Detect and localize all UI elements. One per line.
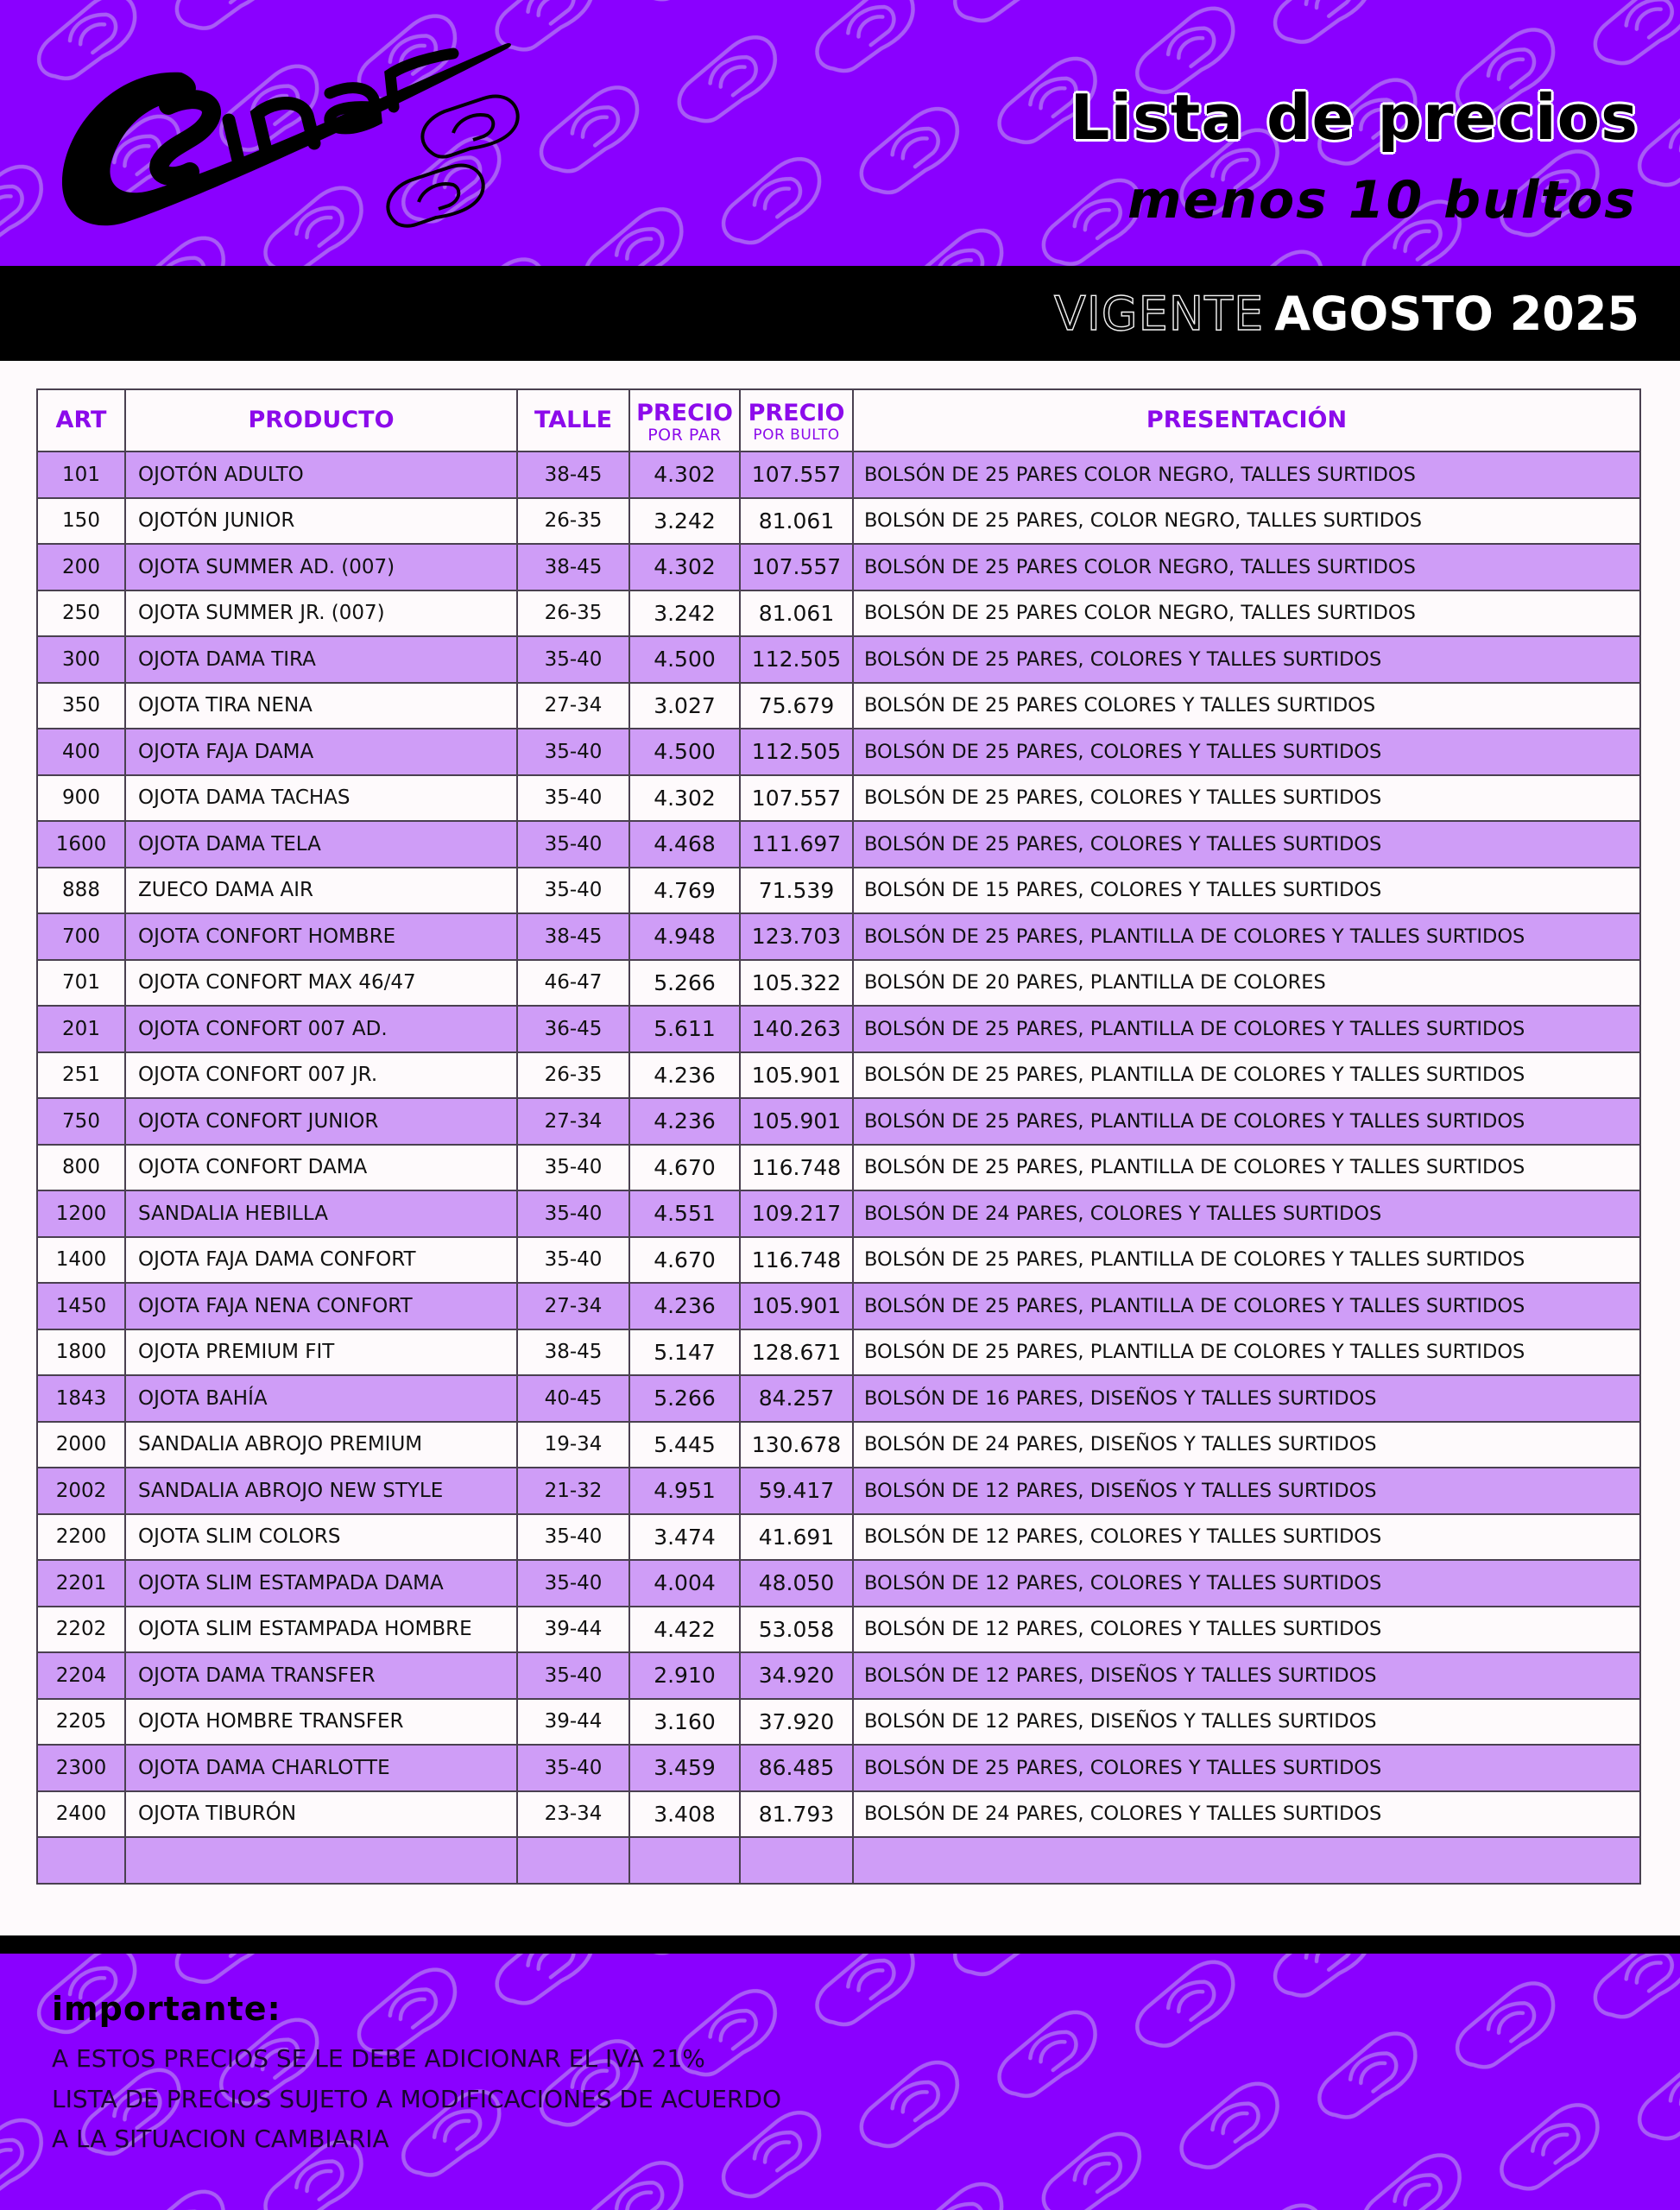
table-row: [37, 451, 1640, 498]
cell-precio-bulto: 37.920: [740, 1699, 853, 1746]
cell-art: 200: [37, 544, 125, 590]
table-row: [37, 1283, 1640, 1329]
cell-producto: OJOTA SUMMER AD. (007): [125, 544, 517, 590]
cell-presentacion: BOLSÓN DE 25 PARES, COLOR NEGRO, TALLES SURTIDOS: [853, 498, 1640, 545]
table-row: [37, 1607, 1640, 1653]
cell-presentacion: BOLSÓN DE 25 PARES, PLANTILLA DE COLORES Y TALLES SURTIDOS: [853, 1098, 1640, 1145]
cell-talle: 35-40: [517, 1560, 629, 1607]
table-row-empty: [37, 1837, 1640, 1884]
cell-precio-par: 4.302: [629, 544, 740, 590]
column-header-precio-par-sub: POR PAR: [647, 426, 722, 445]
cell-precio-par: 4.236: [629, 1052, 740, 1099]
cell-precio-par: 5.147: [629, 1329, 740, 1376]
table-row: [37, 729, 1640, 775]
cell-talle: 35-40: [517, 1190, 629, 1237]
cell-precio-bulto: 107.557: [740, 451, 853, 498]
cell-precio-bulto: 81.061: [740, 498, 853, 545]
cell-precio-par: 5.445: [629, 1422, 740, 1468]
cell-talle: 35-40: [517, 868, 629, 914]
cell-talle: 35-40: [517, 1514, 629, 1561]
cell-talle: 35-40: [517, 1652, 629, 1699]
cell-art: 201: [37, 1006, 125, 1052]
cell-presentacion: BOLSÓN DE 25 PARES, PLANTILLA DE COLORES Y TALLES SURTIDOS: [853, 1006, 1640, 1052]
cell-presentacion: BOLSÓN DE 25 PARES, COLORES Y TALLES SURTIDOS: [853, 1745, 1640, 1791]
column-header-precio-par-label: PRECIO: [636, 400, 733, 426]
table-row: [37, 683, 1640, 729]
column-header-precio-bulto: [740, 389, 853, 451]
cell-talle: 26-35: [517, 590, 629, 637]
cell-talle: 35-40: [517, 1145, 629, 1191]
cell-precio-par: 3.459: [629, 1745, 740, 1791]
cell-producto: OJOTA DAMA TIRA: [125, 636, 517, 683]
cell-precio-bulto: 109.217: [740, 1190, 853, 1237]
cell-talle: 36-45: [517, 1006, 629, 1052]
cell-talle: 35-40: [517, 636, 629, 683]
cell-producto: OJOTA FAJA NENA CONFORT: [125, 1283, 517, 1329]
cell-precio-bulto: 34.920: [740, 1652, 853, 1699]
table-row: [37, 1514, 1640, 1561]
cell-precio-bulto: 81.793: [740, 1791, 853, 1838]
cell-talle: 38-45: [517, 451, 629, 498]
table-row: [37, 1652, 1640, 1699]
cell-talle: 19-34: [517, 1422, 629, 1468]
cell-producto: [125, 1837, 517, 1884]
cell-precio-par: 4.769: [629, 868, 740, 914]
column-header-precio-bulto-sub: POR BULTO: [753, 426, 840, 444]
cell-art: 750: [37, 1098, 125, 1145]
cell-precio-par: 3.242: [629, 590, 740, 637]
table-row: [37, 1052, 1640, 1099]
cell-precio-par: 4.004: [629, 1560, 740, 1607]
table-row: [37, 913, 1640, 960]
cell-presentacion: BOLSÓN DE 24 PARES, COLORES Y TALLES SURTIDOS: [853, 1791, 1640, 1838]
table-row: [37, 960, 1640, 1007]
cell-talle: [517, 1837, 629, 1884]
cell-precio-par: 4.302: [629, 775, 740, 822]
cell-precio-bulto: 105.322: [740, 960, 853, 1007]
cell-talle: 35-40: [517, 775, 629, 822]
cell-producto: OJOTÓN ADULTO: [125, 451, 517, 498]
cell-producto: OJOTA DAMA CHARLOTTE: [125, 1745, 517, 1791]
cell-art: 101: [37, 451, 125, 498]
cell-producto: OJOTA SUMMER JR. (007): [125, 590, 517, 637]
cell-presentacion: BOLSÓN DE 12 PARES, COLORES Y TALLES SURTIDOS: [853, 1560, 1640, 1607]
footer-divider-band: [0, 1935, 1680, 1954]
cell-presentacion: BOLSÓN DE 12 PARES, DISEÑOS Y TALLES SURTIDOS: [853, 1699, 1640, 1746]
page-subtitle: menos 10 bultos: [1127, 170, 1637, 230]
cell-art: 700: [37, 913, 125, 960]
cell-presentacion: BOLSÓN DE 25 PARES, PLANTILLA DE COLORES Y TALLES SURTIDOS: [853, 1237, 1640, 1284]
cinar-logo: [52, 38, 535, 232]
cell-producto: OJOTA CONFORT HOMBRE: [125, 913, 517, 960]
cell-talle: 39-44: [517, 1699, 629, 1746]
cell-precio-bulto: [740, 1837, 853, 1884]
table-row: [37, 1699, 1640, 1746]
cell-art: 2204: [37, 1652, 125, 1699]
cell-presentacion: BOLSÓN DE 25 PARES, PLANTILLA DE COLORES Y TALLES SURTIDOS: [853, 1145, 1640, 1191]
cell-precio-bulto: 116.748: [740, 1145, 853, 1191]
table-row: [37, 590, 1640, 637]
cell-presentacion: BOLSÓN DE 25 PARES, PLANTILLA DE COLORES Y TALLES SURTIDOS: [853, 1283, 1640, 1329]
cell-precio-bulto: 112.505: [740, 729, 853, 775]
validity-text: [1054, 285, 1639, 343]
table-row: [37, 498, 1640, 545]
cell-precio-bulto: 75.679: [740, 683, 853, 729]
cell-precio-par: 4.670: [629, 1237, 740, 1284]
cell-presentacion: BOLSÓN DE 25 PARES COLOR NEGRO, TALLES SURTIDOS: [853, 544, 1640, 590]
column-header-precio-bulto-label: PRECIO: [748, 400, 845, 426]
cell-producto: OJOTA TIRA NENA: [125, 683, 517, 729]
cell-art: 2300: [37, 1745, 125, 1791]
cell-talle: 21-32: [517, 1468, 629, 1514]
cell-precio-par: 3.160: [629, 1699, 740, 1746]
cell-precio-par: 2.910: [629, 1652, 740, 1699]
table-row: [37, 821, 1640, 868]
column-header-art: ART: [37, 389, 125, 451]
cell-talle: 38-45: [517, 1329, 629, 1376]
header-banner: [0, 0, 1680, 266]
cell-precio-par: 5.266: [629, 1375, 740, 1422]
table-row: [37, 1468, 1640, 1514]
cell-presentacion: BOLSÓN DE 24 PARES, COLORES Y TALLES SURTIDOS: [853, 1190, 1640, 1237]
cell-precio-bulto: 112.505: [740, 636, 853, 683]
cell-talle: 23-34: [517, 1791, 629, 1838]
cell-art: 2202: [37, 1607, 125, 1653]
cell-presentacion: BOLSÓN DE 25 PARES COLOR NEGRO, TALLES SURTIDOS: [853, 590, 1640, 637]
cell-talle: 40-45: [517, 1375, 629, 1422]
cell-producto: OJOTA CONFORT MAX 46/47: [125, 960, 517, 1007]
cell-producto: OJOTA PREMIUM FIT: [125, 1329, 517, 1376]
cell-art: 2205: [37, 1699, 125, 1746]
cell-precio-bulto: 123.703: [740, 913, 853, 960]
cell-precio-bulto: 59.417: [740, 1468, 853, 1514]
cell-presentacion: BOLSÓN DE 12 PARES, DISEÑOS Y TALLES SURTIDOS: [853, 1652, 1640, 1699]
cell-precio-bulto: 130.678: [740, 1422, 853, 1468]
table-row: [37, 1745, 1640, 1791]
table-row: [37, 868, 1640, 914]
cell-precio-par: 3.027: [629, 683, 740, 729]
cell-art: 2400: [37, 1791, 125, 1838]
cell-producto: OJOTA FAJA DAMA: [125, 729, 517, 775]
cell-precio-bulto: 111.697: [740, 821, 853, 868]
cell-producto: OJOTA DAMA TRANSFER: [125, 1652, 517, 1699]
cell-art: 1200: [37, 1190, 125, 1237]
table-row: [37, 1422, 1640, 1468]
cell-art: 1400: [37, 1237, 125, 1284]
table-row: [37, 1791, 1640, 1838]
cell-talle: 46-47: [517, 960, 629, 1007]
cell-talle: 27-34: [517, 683, 629, 729]
cell-producto: OJOTA SLIM ESTAMPADA DAMA: [125, 1560, 517, 1607]
cell-precio-bulto: 116.748: [740, 1237, 853, 1284]
cell-presentacion: BOLSÓN DE 25 PARES COLORES Y TALLES SURTIDOS: [853, 683, 1640, 729]
cell-presentacion: BOLSÓN DE 25 PARES, PLANTILLA DE COLORES Y TALLES SURTIDOS: [853, 913, 1640, 960]
cell-presentacion: BOLSÓN DE 12 PARES, COLORES Y TALLES SURTIDOS: [853, 1607, 1640, 1653]
cell-presentacion: BOLSÓN DE 25 PARES, PLANTILLA DE COLORES Y TALLES SURTIDOS: [853, 1052, 1640, 1099]
table-row: [37, 775, 1640, 822]
cell-presentacion: BOLSÓN DE 20 PARES, PLANTILLA DE COLORES: [853, 960, 1640, 1007]
cell-precio-bulto: 71.539: [740, 868, 853, 914]
cell-producto: OJOTA TIBURÓN: [125, 1791, 517, 1838]
table-row: [37, 1237, 1640, 1284]
cell-presentacion: BOLSÓN DE 12 PARES, DISEÑOS Y TALLES SURTIDOS: [853, 1468, 1640, 1514]
cell-precio-par: 4.302: [629, 451, 740, 498]
cell-precio-par: 4.236: [629, 1283, 740, 1329]
cell-precio-par: [629, 1837, 740, 1884]
cell-presentacion: BOLSÓN DE 25 PARES, COLORES Y TALLES SURTIDOS: [853, 775, 1640, 822]
cell-precio-par: 3.408: [629, 1791, 740, 1838]
cell-producto: OJOTA CONFORT DAMA: [125, 1145, 517, 1191]
cell-art: 2200: [37, 1514, 125, 1561]
cell-art: 2201: [37, 1560, 125, 1607]
page-title: Lista de precios: [1070, 81, 1639, 154]
table-row: [37, 1560, 1640, 1607]
cell-talle: 39-44: [517, 1607, 629, 1653]
cell-art: 1600: [37, 821, 125, 868]
cell-precio-bulto: 48.050: [740, 1560, 853, 1607]
cell-producto: OJOTA SLIM ESTAMPADA HOMBRE: [125, 1607, 517, 1653]
cell-art: 1843: [37, 1375, 125, 1422]
cell-talle: 35-40: [517, 729, 629, 775]
column-header-talle: TALLE: [517, 389, 629, 451]
footer-note-cambiaria: A LA SITUACION CAMBIARIA: [52, 2125, 389, 2153]
cell-art: 1450: [37, 1283, 125, 1329]
cell-precio-par: 3.474: [629, 1514, 740, 1561]
cell-talle: 26-35: [517, 1052, 629, 1099]
table-row: [37, 1098, 1640, 1145]
cell-presentacion: [853, 1837, 1640, 1884]
cell-art: 900: [37, 775, 125, 822]
footer-note-iva: A ESTOS PRECIOS SE LE DEBE ADICIONAR EL IVA 21%: [52, 2044, 705, 2073]
importante-heading: importante:: [52, 1990, 281, 2028]
cell-art: 400: [37, 729, 125, 775]
cell-talle: 26-35: [517, 498, 629, 545]
cell-producto: OJOTA CONFORT 007 JR.: [125, 1052, 517, 1099]
cell-precio-bulto: 107.557: [740, 544, 853, 590]
cell-producto: OJOTÓN JUNIOR: [125, 498, 517, 545]
cell-producto: OJOTA DAMA TACHAS: [125, 775, 517, 822]
table-row: [37, 544, 1640, 590]
cell-talle: 38-45: [517, 913, 629, 960]
cell-precio-bulto: 107.557: [740, 775, 853, 822]
cell-precio-par: 4.236: [629, 1098, 740, 1145]
cell-talle: 27-34: [517, 1098, 629, 1145]
cell-presentacion: BOLSÓN DE 25 PARES, COLORES Y TALLES SURTIDOS: [853, 729, 1640, 775]
cell-talle: 38-45: [517, 544, 629, 590]
table-row: [37, 1190, 1640, 1237]
cell-producto: OJOTA HOMBRE TRANSFER: [125, 1699, 517, 1746]
cell-art: 150: [37, 498, 125, 545]
table-row: [37, 1329, 1640, 1376]
cell-presentacion: BOLSÓN DE 15 PARES, COLORES Y TALLES SURTIDOS: [853, 868, 1640, 914]
cell-producto: SANDALIA ABROJO NEW STYLE: [125, 1468, 517, 1514]
cell-producto: OJOTA SLIM COLORS: [125, 1514, 517, 1561]
cell-precio-par: 4.500: [629, 636, 740, 683]
cell-precio-par: 4.551: [629, 1190, 740, 1237]
cell-art: 888: [37, 868, 125, 914]
cell-precio-bulto: 140.263: [740, 1006, 853, 1052]
cell-precio-bulto: 105.901: [740, 1098, 853, 1145]
cell-precio-par: 4.670: [629, 1145, 740, 1191]
cell-art: 250: [37, 590, 125, 637]
table-row: [37, 1006, 1640, 1052]
validity-period: AGOSTO 2025: [1274, 287, 1639, 341]
cell-producto: ZUECO DAMA AIR: [125, 868, 517, 914]
cell-art: 800: [37, 1145, 125, 1191]
table-header-row: [37, 389, 1640, 451]
column-header-presentacion: PRESENTACIÓN: [853, 389, 1640, 451]
column-header-precio-par: [629, 389, 740, 451]
cell-art: 350: [37, 683, 125, 729]
cell-art: 2000: [37, 1422, 125, 1468]
cell-precio-bulto: 81.061: [740, 590, 853, 637]
cell-precio-bulto: 41.691: [740, 1514, 853, 1561]
cell-precio-bulto: 86.485: [740, 1745, 853, 1791]
cell-producto: OJOTA DAMA TELA: [125, 821, 517, 868]
cell-precio-par: 4.948: [629, 913, 740, 960]
cell-precio-par: 4.468: [629, 821, 740, 868]
cell-precio-par: 5.611: [629, 1006, 740, 1052]
cell-precio-par: 5.266: [629, 960, 740, 1007]
cell-presentacion: BOLSÓN DE 12 PARES, COLORES Y TALLES SURTIDOS: [853, 1514, 1640, 1561]
cell-precio-par: 4.951: [629, 1468, 740, 1514]
cell-producto: OJOTA CONFORT 007 AD.: [125, 1006, 517, 1052]
validity-band: [0, 266, 1680, 361]
cell-precio-par: 4.500: [629, 729, 740, 775]
column-header-producto: PRODUCTO: [125, 389, 517, 451]
table-row: [37, 1375, 1640, 1422]
cell-presentacion: BOLSÓN DE 16 PARES, DISEÑOS Y TALLES SURTIDOS: [853, 1375, 1640, 1422]
cell-art: 300: [37, 636, 125, 683]
cell-presentacion: BOLSÓN DE 25 PARES, COLORES Y TALLES SURTIDOS: [853, 821, 1640, 868]
cell-talle: 35-40: [517, 821, 629, 868]
cell-talle: 35-40: [517, 1745, 629, 1791]
cell-producto: SANDALIA HEBILLA: [125, 1190, 517, 1237]
cell-art: [37, 1837, 125, 1884]
cell-talle: 35-40: [517, 1237, 629, 1284]
cell-precio-par: 3.242: [629, 498, 740, 545]
footer-note-modificaciones: LISTA DE PRECIOS SUJETO A MODIFICACIONES DE ACUERDO: [52, 2085, 781, 2113]
cell-precio-bulto: 84.257: [740, 1375, 853, 1422]
cell-art: 251: [37, 1052, 125, 1099]
cell-producto: SANDALIA ABROJO PREMIUM: [125, 1422, 517, 1468]
cell-presentacion: BOLSÓN DE 25 PARES COLOR NEGRO, TALLES SURTIDOS: [853, 451, 1640, 498]
cell-presentacion: BOLSÓN DE 25 PARES, PLANTILLA DE COLORES Y TALLES SURTIDOS: [853, 1329, 1640, 1376]
cell-precio-par: 4.422: [629, 1607, 740, 1653]
table-body: [37, 451, 1640, 1884]
cell-art: 701: [37, 960, 125, 1007]
cell-precio-bulto: 53.058: [740, 1607, 853, 1653]
cell-producto: OJOTA FAJA DAMA CONFORT: [125, 1237, 517, 1284]
cell-producto: OJOTA BAHÍA: [125, 1375, 517, 1422]
cell-precio-bulto: 128.671: [740, 1329, 853, 1376]
cell-talle: 27-34: [517, 1283, 629, 1329]
cell-art: 1800: [37, 1329, 125, 1376]
cell-presentacion: BOLSÓN DE 24 PARES, DISEÑOS Y TALLES SURTIDOS: [853, 1422, 1640, 1468]
cell-art: 2002: [37, 1468, 125, 1514]
price-table: [36, 388, 1641, 1885]
table-row: [37, 1145, 1640, 1191]
cell-precio-bulto: 105.901: [740, 1283, 853, 1329]
cell-producto: OJOTA CONFORT JUNIOR: [125, 1098, 517, 1145]
validity-prefix: VIGENTE: [1053, 287, 1265, 341]
cell-precio-bulto: 105.901: [740, 1052, 853, 1099]
cell-presentacion: BOLSÓN DE 25 PARES, COLORES Y TALLES SURTIDOS: [853, 636, 1640, 683]
table-row: [37, 636, 1640, 683]
